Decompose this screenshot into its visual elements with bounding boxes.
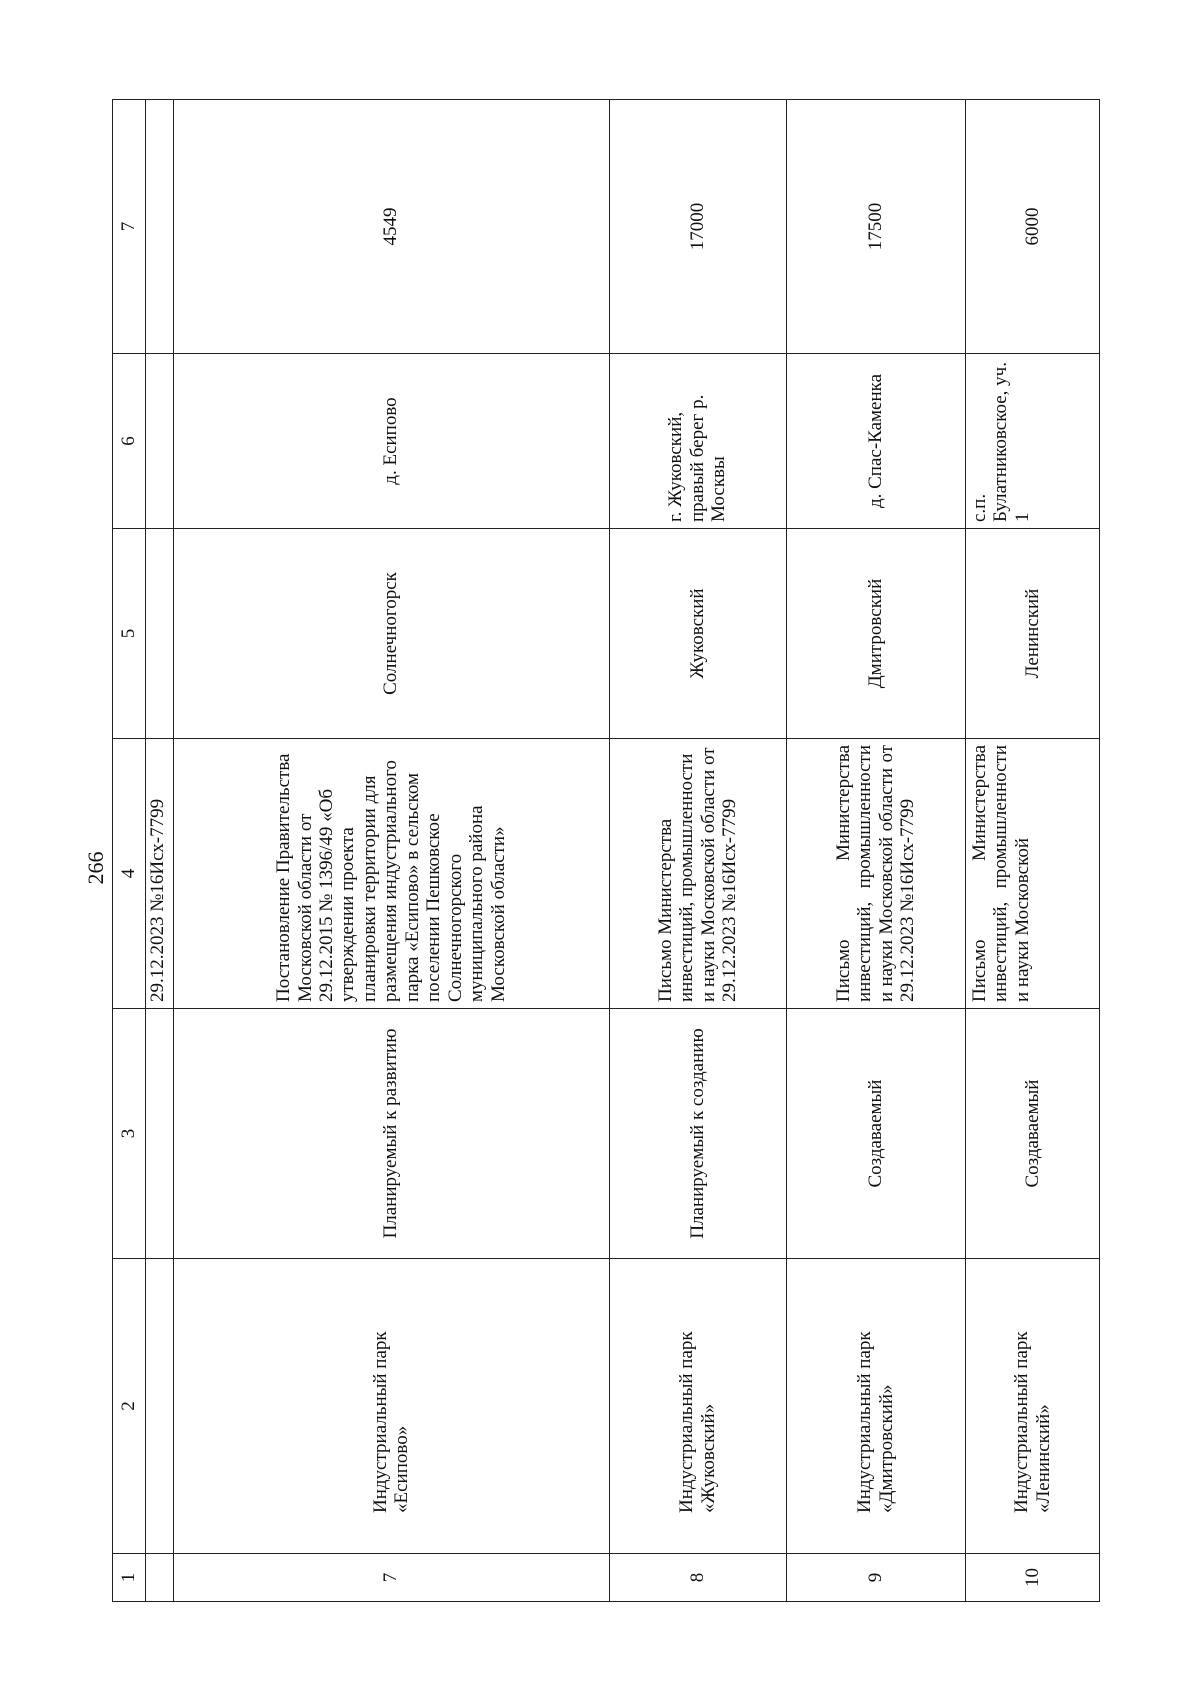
district: Жуковский [609,529,786,739]
table-cell [145,529,173,739]
table-cell [145,100,173,354]
value: 17500 [786,100,965,354]
column-number-header: 3 [113,1009,146,1259]
park-status: Планируемый к созданию [609,1009,786,1259]
basis-document: Письмо Министерства инвестиций, промышленности и науки Московской области от 29.12.2023 №16Исх-7799 [609,739,786,1009]
table-cell [145,1554,173,1602]
rotated-table-container [112,100,1100,1602]
table-row [786,100,965,1602]
park-name: Индустриальный парк «Ленинский» [966,1259,1100,1554]
table-cell [145,354,173,529]
basis-document: Письмо Министерства инвестиций, промышленности и науки Московской области от 29.12.2023 №16Исх-7799 [786,739,965,1009]
location: г. Жуковский, правый берег р. Москвы [609,354,786,529]
row-number: 8 [609,1554,786,1602]
district: Ленинский [966,529,1100,739]
column-number-header: 7 [113,100,146,354]
table-row [609,100,786,1602]
row-number: 7 [173,1554,609,1602]
park-status: Создаваемый [786,1009,965,1259]
park-status: Создаваемый [966,1009,1100,1259]
column-number-header: 5 [113,529,146,739]
column-number-header: 6 [113,354,146,529]
carryover-document-cell: 29.12.2023 №16Исх-7799 [145,739,173,1009]
row-number: 10 [966,1554,1100,1602]
value: 4549 [173,100,609,354]
value: 17000 [609,100,786,354]
carryover-row [145,100,173,1602]
industrial-parks-table [112,99,1100,1602]
table-cell [145,1259,173,1554]
column-number-header: 2 [113,1259,146,1554]
table-row [966,100,1100,1602]
table-row [173,100,609,1602]
park-name: Индустриальный парк «Жуковский» [609,1259,786,1554]
district: Солнечногорск [173,529,609,739]
park-name: Индустриальный парк «Дмитровский» [786,1259,965,1554]
value: 6000 [966,100,1100,354]
district: Дмитровский [786,529,965,739]
page-number: 266 [83,851,108,885]
row-number: 9 [786,1554,965,1602]
park-status: Планируемый к развитию [173,1009,609,1259]
column-number-header: 4 [113,739,146,1009]
location: с.п. Булатниковское, уч. 1 [966,354,1100,529]
location: д. Есипово [173,354,609,529]
column-number-header-row [113,100,146,1602]
park-name: Индустриальный парк «Есипово» [173,1259,609,1554]
basis-document: Письмо Министерства инвестиций, промышленности и науки Московской [966,739,1100,1009]
location: д. Спас-Каменка [786,354,965,529]
table-cell [145,1009,173,1259]
column-number-header: 1 [113,1554,146,1602]
basis-document: Постановление Правительства Московской области от 29.12.2015 № 1396/49 «Об утверждении проекта планировки территории для размещения индустриального парка «Есипово» в сельском поселении Пешковское Солнечногорского муниципального района Московской области» [173,739,609,1009]
